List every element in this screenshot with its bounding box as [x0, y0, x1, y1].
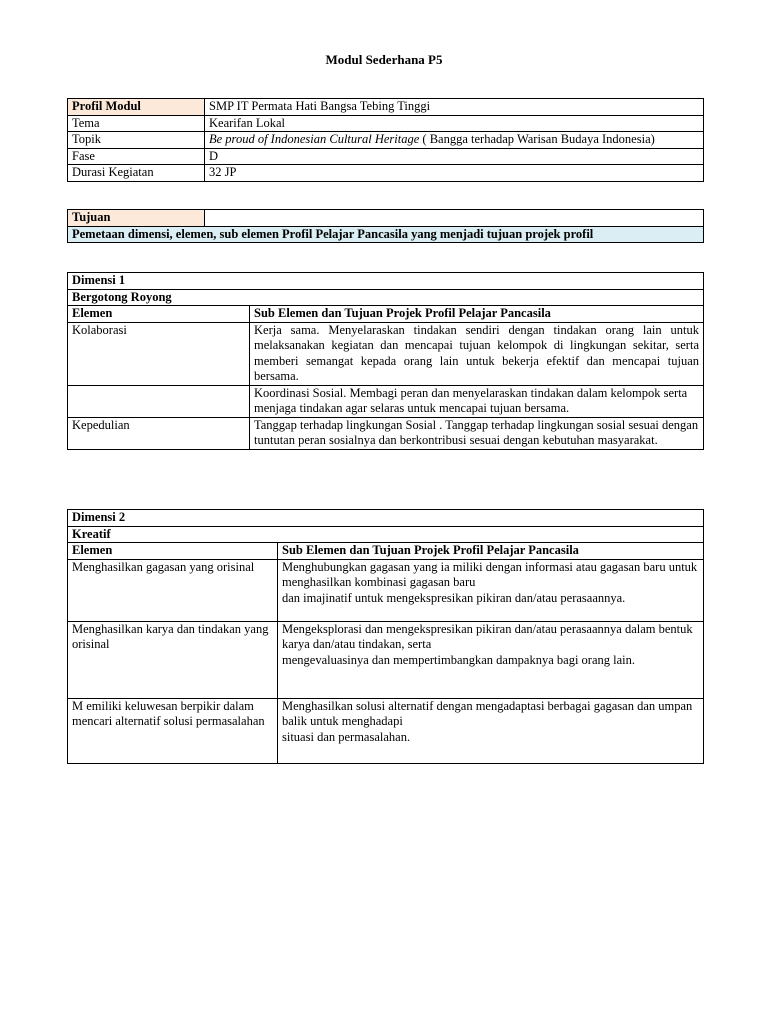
- elemen-cell: [68, 385, 250, 417]
- sub-elemen-cell: [278, 559, 704, 621]
- fase-label: Fase: [68, 148, 205, 165]
- sub-elemen-cell: Kerja sama. Menyelaraskan tindakan sendiri dengan tindakan orang lain untuk melaksanakan kegiatan dan mencapai tujuan kelompok di lingkungan sekitar, serta memberi semangat kepada orang lain untuk bekerja efektif dan mencapai tujuan bersama.: [250, 322, 704, 385]
- column-header-sub-elemen: Sub Elemen dan Tujuan Projek Profil Pelajar Pancasila: [278, 543, 704, 560]
- table-row: [68, 210, 704, 227]
- sub-elemen-cell: Koordinasi Sosial. Membagi peran dan menyelaraskan tindakan dalam kelompok serta menjaga tindakan agar selaras untuk mencapai tujuan bersama.: [250, 385, 704, 417]
- durasi-value: 32 JP: [205, 165, 704, 182]
- dimensi2-heading: Dimensi 2: [68, 510, 704, 527]
- sub-elemen-cell: [278, 621, 704, 698]
- elemen-cell: Kepedulian: [68, 417, 250, 449]
- sub-elemen-cell: [278, 698, 704, 763]
- sub-elemen-text: Menghasilkan solusi alternatif dengan mengadaptasi berbagai gagasan dan umpan balik untuk menghadapi: [282, 698, 693, 728]
- table-row: [68, 226, 704, 243]
- elemen-cell: Kolaborasi: [68, 322, 250, 385]
- table-row: [68, 115, 704, 132]
- dimensi1-table: [67, 272, 704, 450]
- elemen-cell: Menghasilkan gagasan yang orisinal: [68, 559, 278, 621]
- column-header-elemen: Elemen: [68, 306, 250, 323]
- sub-elemen-text: situasi dan permasalahan.: [282, 729, 411, 744]
- table-row: [68, 385, 704, 417]
- elemen-cell: M emiliki keluwesan berpikir dalam mencari alternatif solusi permasalahan: [68, 698, 278, 763]
- document-title: Modul Sederhana P5: [325, 52, 443, 67]
- table-row: [68, 526, 704, 543]
- pemetaan-row: Pemetaan dimensi, elemen, sub elemen Profil Pelajar Pancasila yang menjadi tujuan projek profil: [68, 226, 704, 243]
- table-row: [68, 621, 704, 698]
- dimensi1-heading: Dimensi 1: [68, 273, 704, 290]
- column-header-elemen: Elemen: [68, 543, 278, 560]
- sub-elemen-text: Menghubungkan gagasan yang ia miliki dengan informasi atau gagasan baru untuk menghasilkan kombinasi gagasan baru: [282, 559, 698, 589]
- table-row: [68, 273, 704, 290]
- tujuan-table: [67, 209, 704, 243]
- tema-label: Tema: [68, 115, 205, 132]
- table-row: [68, 559, 704, 621]
- sub-elemen-text: dan imajinatif untuk mengekspresikan pikiran dan/atau perasaannya.: [282, 590, 626, 605]
- dimensi2-name: Kreatif: [68, 526, 704, 543]
- topik-value: [205, 132, 704, 149]
- dimensi1-name: Bergotong Royong: [68, 289, 704, 306]
- sub-elemen-cell: Tanggap terhadap lingkungan Sosial . Tanggap terhadap lingkungan sosial sesuai dengan tuntutan peran sosialnya dan berkontribusi sesuai dengan kebutuhan masyarakat.: [250, 417, 704, 449]
- table-row: [68, 132, 704, 149]
- table-row: [68, 322, 704, 385]
- table-row: [68, 698, 704, 763]
- topik-value-indonesian: ( Bangga terhadap Warisan Budaya Indonesia): [419, 132, 655, 146]
- profil-table: [67, 98, 704, 182]
- tema-value: Kearifan Lokal: [205, 115, 704, 132]
- table-row: [68, 148, 704, 165]
- table-row: [68, 543, 704, 560]
- sub-elemen-text: mengevaluasinya dan mempertimbangkan dampaknya bagi orang lain.: [282, 652, 636, 667]
- fase-value: D: [205, 148, 704, 165]
- table-row: [68, 510, 704, 527]
- profil-value: SMP IT Permata Hati Bangsa Tebing Tinggi: [205, 99, 704, 116]
- column-header-sub-elemen: Sub Elemen dan Tujuan Projek Profil Pelajar Pancasila: [250, 306, 704, 323]
- profil-label: Profil Modul: [68, 99, 205, 116]
- tujuan-label: Tujuan: [68, 210, 205, 227]
- elemen-cell: Menghasilkan karya dan tindakan yang orisinal: [68, 621, 278, 698]
- table-row: [68, 289, 704, 306]
- tujuan-value: [205, 210, 704, 227]
- table-row: [68, 165, 704, 182]
- sub-elemen-text: Mengeksplorasi dan mengekspresikan pikiran dan/atau perasaannya dalam bentuk karya dan/atau tindakan, serta: [282, 621, 693, 651]
- topik-label: Topik: [68, 132, 205, 149]
- table-row: [68, 417, 704, 449]
- durasi-label: Durasi Kegiatan: [68, 165, 205, 182]
- dimensi2-table: [67, 509, 704, 764]
- table-row: [68, 306, 704, 323]
- table-row: [68, 99, 704, 116]
- topik-value-english: Be proud of Indonesian Cultural Heritage: [209, 132, 420, 146]
